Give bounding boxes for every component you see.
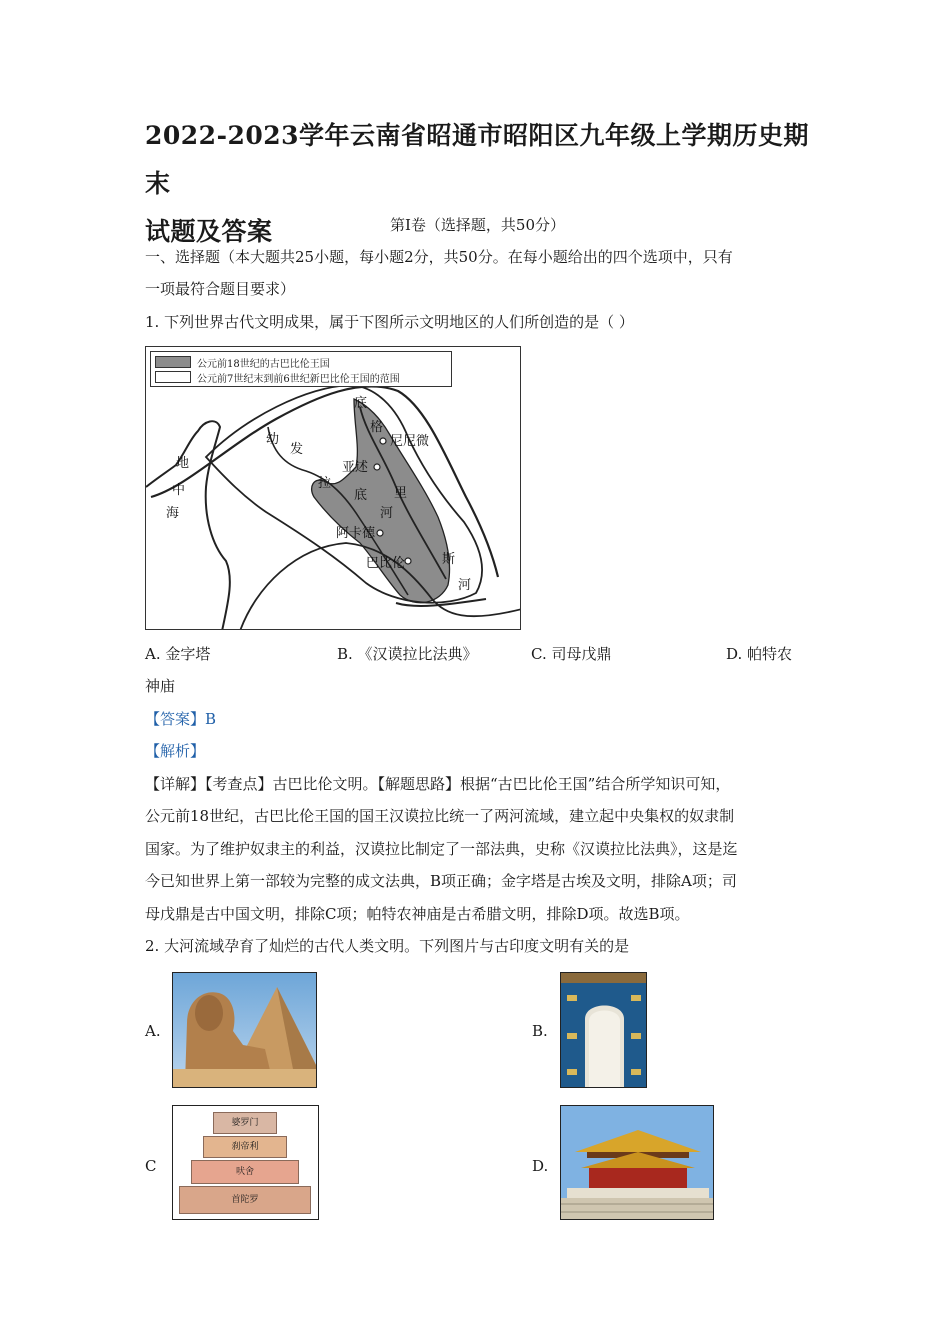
map-label-ge: 格 (370, 420, 384, 435)
map-label-la: 拉 (318, 476, 332, 491)
q1-option-a: A. 金字塔 (145, 645, 211, 663)
forbidden-city-drawing (561, 1106, 714, 1220)
mediterranean-coast (146, 421, 230, 630)
caste-level-shudra: 首陀罗 (179, 1186, 311, 1214)
section-instruction-line-2: 一项最符合题目要求） (145, 280, 296, 298)
map-label-di: 地 (176, 456, 190, 471)
q1-detail-line-3: 国家。为了维护奴隶主的利益，汉谟拉比制定了一部法典，史称《汉谟拉比法典》，这是迄 (145, 840, 738, 858)
q2-option-d-letter: D. (532, 1157, 549, 1175)
section-instruction-line-1: 一、选择题（本大题共25小题，每小题2分，共50分。在每小题给出的四个选项中，只有 (145, 248, 733, 266)
map-label-si: 斯 (442, 552, 456, 567)
map-label-you: 幼 (266, 432, 280, 447)
q1-detail-line-1: 【详解】【考查点】古巴比伦文明。【解题思路】根据“古巴比伦王国”结合所学知识可知， (145, 775, 731, 793)
map-label-assur: 亚述 (342, 460, 369, 475)
map-label-zhong: 中 (172, 483, 186, 498)
map-label-he: 河 (380, 506, 394, 521)
q1-answer: 【答案】B (145, 710, 217, 728)
q1-analysis-heading: 【解析】 (145, 742, 206, 760)
q1-option-d: D. 帕特农 (726, 645, 793, 663)
legend-swatch-gray (155, 356, 191, 368)
map-label-di2: 底 (354, 488, 368, 503)
q2-option-c-letter: C (145, 1157, 157, 1175)
akkad-marker (377, 530, 383, 536)
mesopotamia-map (145, 346, 521, 630)
question-1-stem: 1. 下列世界古代文明成果，属于下图所示文明地区的人们所创造的是（ ） (145, 313, 634, 331)
q1-detail-line-4: 今已知世界上第一部较为完整的成文法典，B项正确；金字塔是古埃及文明，排除A项；司 (145, 872, 737, 890)
caste-level-kshatriya: 刹帝利 (203, 1136, 287, 1158)
map-label-akkad: 阿卡德 (336, 526, 376, 541)
q1-option-c: C. 司母戊鼎 (531, 645, 612, 663)
nineveh-marker (380, 438, 386, 444)
legend-row-1 (155, 355, 330, 369)
sphinx-pyramid-photo (172, 972, 317, 1088)
legend-swatch-white (155, 371, 191, 383)
map-label-di3: 底 (354, 396, 368, 411)
q1-detail-line-5: 母戊鼎是古中国文明，排除C项；帕特农神庙是古希腊文明，排除D项。故选B项。 (145, 905, 690, 923)
map-legend (150, 351, 452, 387)
q2-option-b-letter: B. (532, 1022, 548, 1040)
ishtar-gate-drawing (561, 973, 647, 1088)
legend-row-2 (155, 370, 400, 384)
legend-label-2: 公元前7世纪末到前6世纪新巴比伦王国的范围 (197, 373, 400, 385)
legend-label-1: 公元前18世纪的古巴比伦王国 (197, 358, 330, 370)
part-heading: 第Ⅰ卷（选择题，共50分） (389, 216, 565, 234)
question-2-stem: 2. 大河流域孕育了灿烂的古代人类文明。下列图片与古印度文明有关的是 (145, 937, 630, 955)
map-label-li: 里 (394, 486, 408, 501)
map-label-fa: 发 (290, 442, 304, 457)
q1-option-d-continued: 神庙 (145, 677, 176, 695)
q1-option-b: B. 《汉谟拉比法典》 (337, 645, 478, 663)
map-label-nineveh: 尼尼微 (390, 434, 430, 449)
q1-detail-line-2: 公元前18世纪，古巴比伦王国的国王汉谟拉比统一了两河流域，建立起中央集权的奴隶制 (145, 807, 735, 825)
ishtar-gate-photo (560, 972, 647, 1088)
caste-level-brahmin: 婆罗门 (213, 1112, 277, 1134)
caste-pyramid-image (172, 1105, 319, 1220)
forbidden-city-photo (560, 1105, 714, 1220)
title-line-1: 2022-2023学年云南省昭通市昭阳区九年级上学期历史期末 (145, 121, 810, 198)
sphinx-pyramid-drawing (173, 973, 317, 1088)
babylon-marker (405, 558, 411, 564)
caste-level-vaishya: 吠舍 (191, 1160, 299, 1184)
map-label-he2: 河 (458, 578, 472, 593)
map-label-babylon: 巴比伦 (366, 556, 406, 571)
title-line-2: 试题及答案 (145, 217, 273, 246)
assur-marker (374, 464, 380, 470)
map-label-hai: 海 (166, 506, 180, 521)
q2-option-a-letter: A. (145, 1022, 161, 1040)
